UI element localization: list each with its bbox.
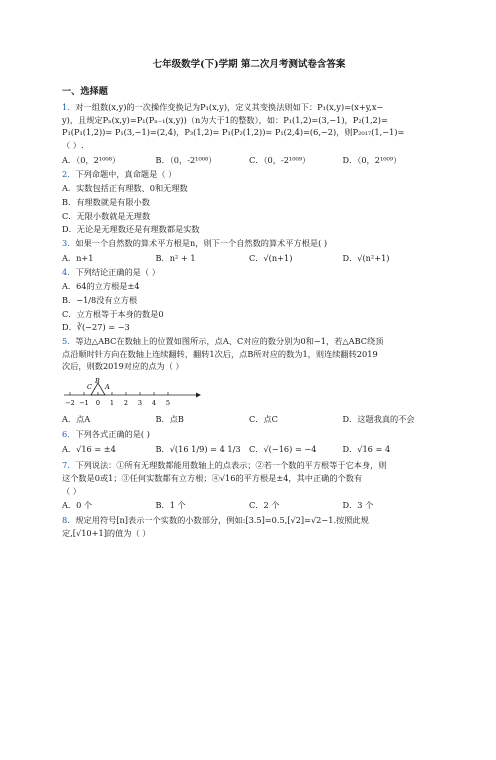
q7-options	[62, 499, 436, 512]
axis-arrow	[196, 393, 201, 398]
point-label-a: A	[105, 383, 110, 392]
page-title: 七年级数学(下)学期 第二次月考测试卷含答案	[152, 59, 346, 70]
axis-tick-label: 5	[165, 399, 171, 408]
q2-option-b: B．有理数就是有限小数	[62, 196, 150, 207]
q4-option-b: B．−1/8没有立方根	[62, 294, 138, 305]
q6-option-d: D．√16 = 4	[342, 444, 391, 455]
question-5	[62, 335, 436, 426]
q4-stem: 4．下列结论正确的是（ ）	[62, 267, 160, 278]
q4-option-a: A．64的立方根是±4	[62, 281, 140, 292]
q1-line1: 1．对一组数(x,y)的一次操作变换记为P₁(x,y)，定义其变换法则如下：P₁(x,y)=(x+y,x−	[62, 101, 384, 112]
axis-tick-label: 2	[123, 399, 129, 408]
question-8	[62, 514, 436, 539]
q5-options	[62, 413, 436, 426]
q2-stem: 2．下列命题中，真命题是（ ）	[62, 169, 177, 180]
q3-stem: 3．如果一个自然数的算术平方根是n，则下一个自然数的算术平方根是( )	[62, 238, 328, 248]
q1-line2: y)，且规定Pₙ(x,y)=P₁(Pₙ₋₁(x,y))（n为大于1的整数），如：P₁(1,2)=(3,−1)，P₂(1,2)=	[62, 114, 388, 125]
q7-option-a: A．0 个	[62, 500, 93, 511]
q1-line4: （ ）.	[62, 140, 84, 151]
question-3	[62, 237, 436, 264]
q3-options	[62, 252, 436, 265]
q5-option-a: A．点A	[62, 414, 91, 425]
axis-tick-label: 3	[137, 399, 143, 408]
q7-option-b: B．1 个	[155, 500, 186, 511]
q3-option-a: A．n+1	[62, 252, 94, 263]
q1-option-a: A．（0，2¹⁰⁰⁸）	[62, 154, 121, 165]
axis-tick-label: 1	[109, 399, 115, 408]
q7-line2: 这个数是0或1；③任何实数都有立方根；④√16的平方根是±4，其中正确的个数有	[62, 472, 363, 483]
q6-options	[62, 443, 436, 456]
q3-option-d: D．√(n²+1)	[342, 252, 390, 263]
axis-ticks	[65, 392, 170, 407]
q7-line3: （ ）	[62, 485, 81, 496]
q8-line1: 8．规定用符号[n]表示一个实数的小数部分，例如:[3.5]=0.5,[√2]=√2−1.按照此规	[62, 514, 369, 525]
q2-option-a: A．实数包括正有理数、0和无理数	[62, 183, 188, 194]
point-label-c: C	[87, 383, 92, 392]
q2-option-d: D．无论是无理数还是有理数都是实数	[62, 224, 200, 235]
q1-option-b: B．（0，-2¹⁰⁰⁸）	[155, 154, 217, 165]
q5-option-b: B．点B	[155, 414, 184, 425]
q5-line1: 5．等边△ABC在数轴上的位置如图所示，点A、C对应的数分别为0和−1，若△ABC绕顶	[62, 335, 384, 346]
q1-option-c: C．（0，-2¹⁰⁰⁹）	[249, 154, 311, 165]
q6-option-a: A．√16 = ±4	[62, 444, 116, 455]
axis-tick-label: −2	[65, 399, 75, 408]
q7-line1: 7．下列说法：①所有无理数都能用数轴上的点表示；②若一个数的平方根等于它本身，则	[62, 460, 387, 471]
question-7	[62, 459, 436, 512]
q4-options	[62, 280, 436, 334]
q4-option-c: C．立方根等于本身的数是0	[62, 308, 164, 319]
question-4	[62, 266, 436, 334]
q3-option-c: C．√(n+1)	[249, 252, 293, 263]
q7-option-c: C．2 个	[249, 500, 280, 511]
q4-option-d: D．∛(−27) = −3	[62, 322, 130, 333]
q6-option-b: B．√(16 1/9) = 4 1/3	[155, 444, 241, 455]
q5-line2: 点沿顺时针方向在数轴上连续翻转，翻转1次后，点B所对应的数为1，则连续翻转2019	[62, 348, 378, 359]
axis-tick-label: 0	[95, 399, 101, 408]
q5-line3: 次后，则数2019对应的点为（ ）	[62, 361, 184, 372]
number-line-figure	[62, 377, 202, 411]
exam-page	[0, 58, 496, 760]
q7-option-d: D．3 个	[342, 500, 374, 511]
q8-line2: 定,[√10+1]的值为（ ）	[62, 527, 151, 538]
question-6	[62, 428, 436, 456]
q1-option-d: D．（0，2¹⁰⁰⁹）	[342, 154, 402, 165]
q6-stem: 6．下列各式正确的是( )	[62, 428, 150, 439]
q5-option-d: D．这题我真的不会	[342, 414, 415, 425]
q3-option-b: B．n² + 1	[155, 252, 196, 263]
q1-options	[62, 154, 436, 167]
axis-tick-label: −1	[79, 399, 89, 408]
q2-option-c: C．无限小数就是无理数	[62, 210, 151, 221]
question-2	[62, 168, 436, 236]
question-1	[62, 101, 436, 167]
q6-option-c: C．√(−16) = −4	[249, 444, 317, 455]
q1-line3: P₁(P₁(1,2))= P₁(3,−1)=(2,4)，P₃(1,2)= P₁(P₂(1,2))= P₁(2,4)=(6,−2)，则P₂₀₁₇(1,−1)=	[62, 127, 405, 138]
q2-options	[62, 182, 436, 236]
section-heading: 一、选择题	[62, 85, 108, 97]
axis-tick-label: 4	[151, 399, 157, 408]
point-label-b: B	[95, 377, 100, 386]
q5-option-c: C．点C	[249, 414, 278, 425]
